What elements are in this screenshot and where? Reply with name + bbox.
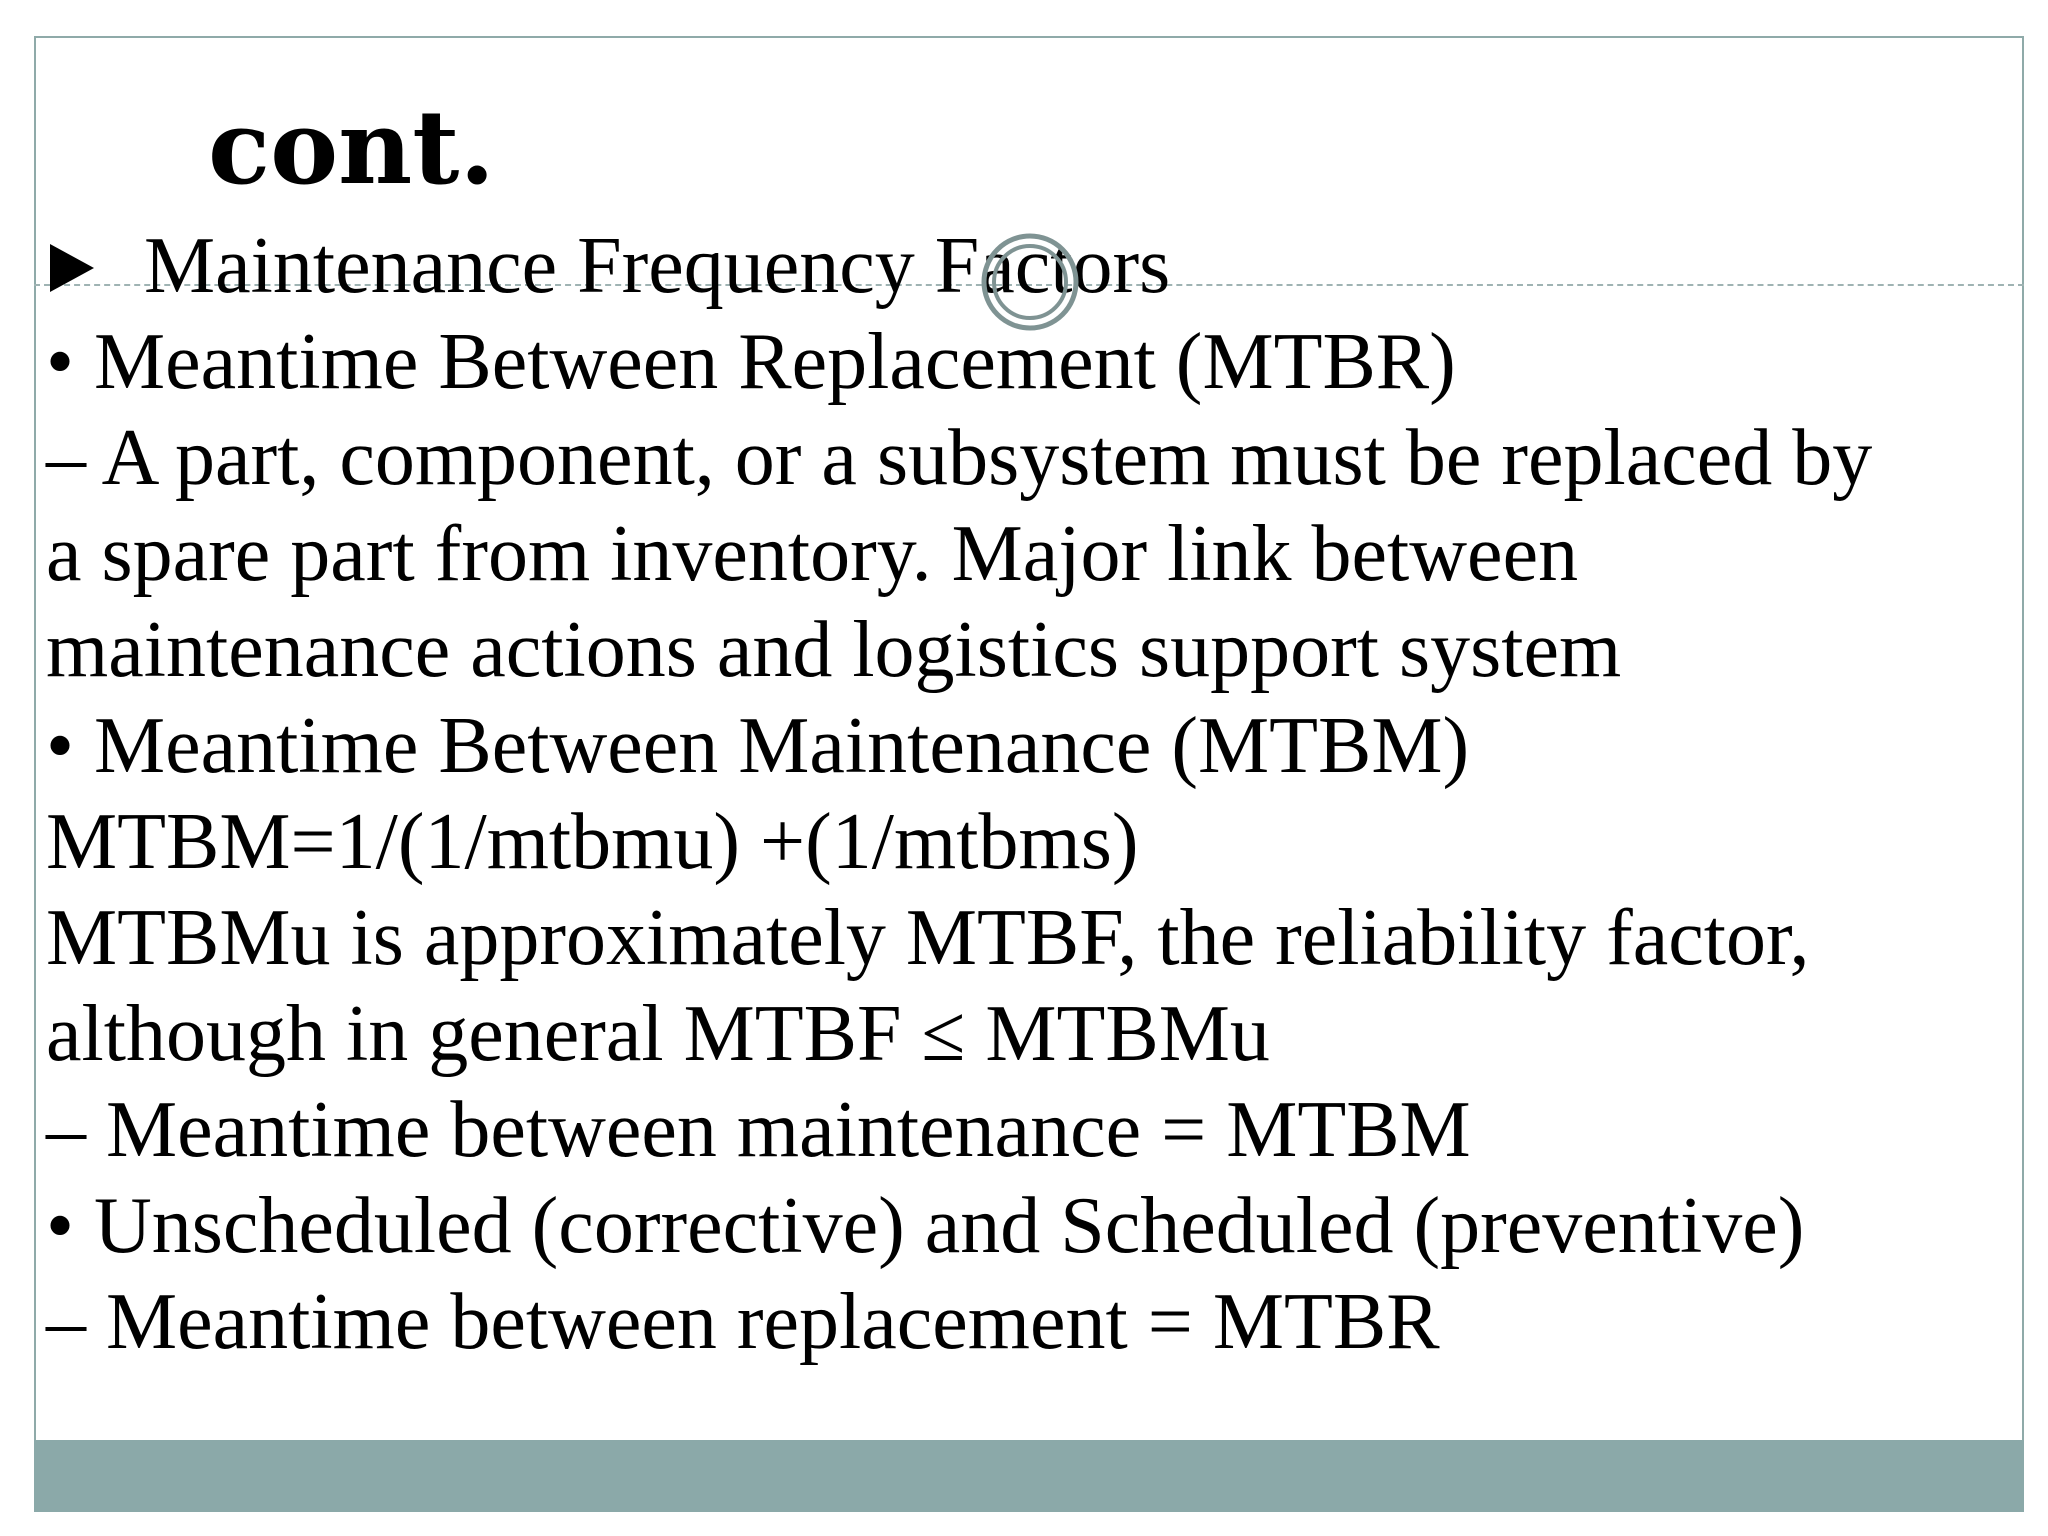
slide-body [46,218,2006,1370]
heading-line [46,218,2006,314]
body-line: – A part, component, or a subsystem must be replaced by [46,414,1873,502]
body-line: a spare part from inventory. Major link between [46,510,1579,598]
body-line: • Meantime Between Replacement (MTBR) [46,318,1456,406]
slide-title: cont. [208,88,495,208]
body-line: • Meantime Between Maintenance (MTBM) [46,702,1470,790]
formula-line: MTBM=1/(1/mtbmu) +(1/mtbms) [46,798,1139,886]
body-line: – Meantime between replacement = MTBR [46,1278,1440,1366]
arrow-bullet-icon [50,244,94,292]
body-line: – Meantime between maintenance = MTBM [46,1086,1471,1174]
body-line: MTBMu is approximately MTBF, the reliability factor, [46,894,1810,982]
body-line: • Unscheduled (corrective) and Scheduled (preventive) [46,1182,1805,1270]
body-line: although in general MTBF ≤ MTBMu [46,990,1270,1078]
heading-text: Maintenance Frequency Factors [144,222,1171,310]
body-line: maintenance actions and logistics support system [46,606,1622,694]
footer-bar [34,1440,2024,1512]
